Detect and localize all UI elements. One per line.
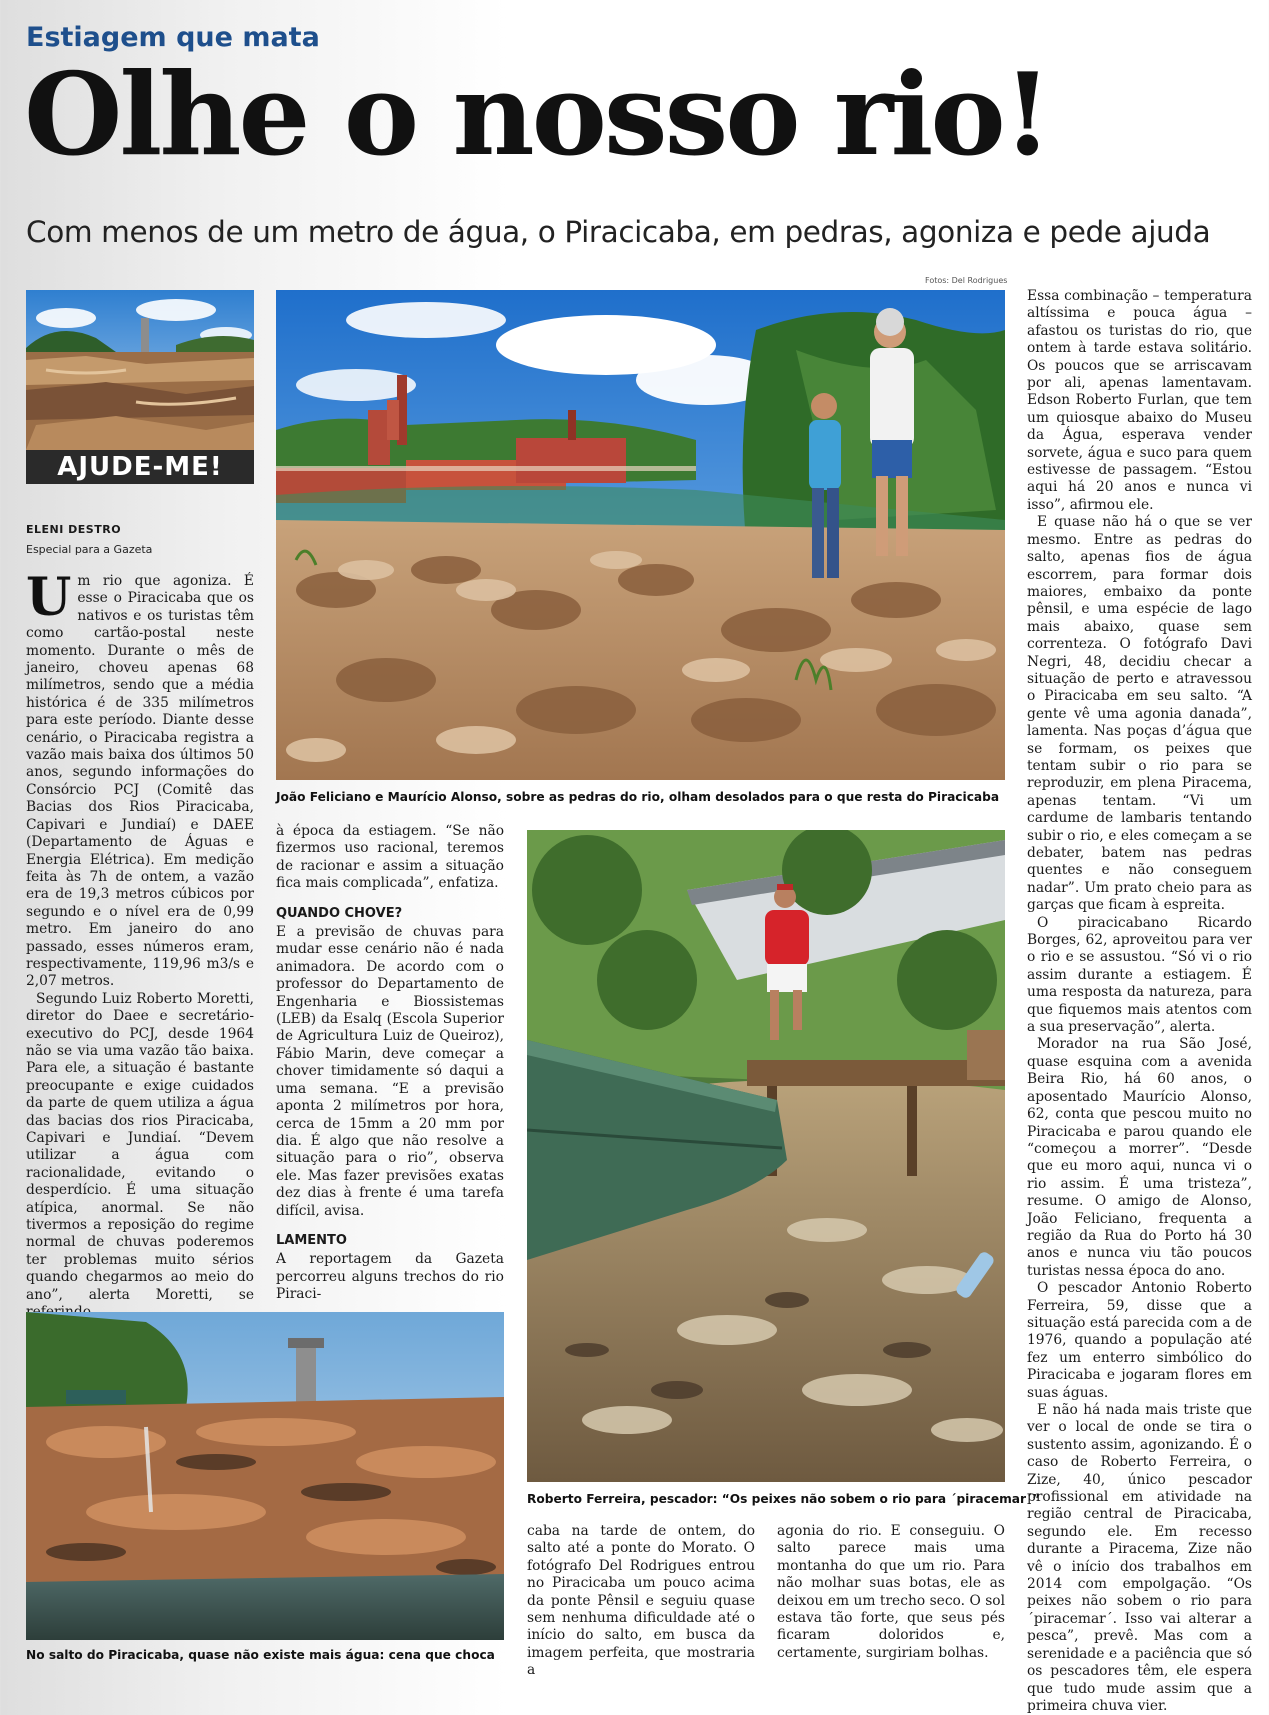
- paragraph: Morador na rua São José, quase esquina com a avenida Beira Rio, há 60 anos, o aposentado Maurício Alonso, 62, conta que pescou muito no Piracicaba e parou quando ele “começou a morrer”. “Desde que eu moro aqui, nunca vi o rio assim. É uma tristeza”, resume. O amigo de Alonso, João Feliciano, frequenta a região da Rua do Porto há 30 anos e nunca viu tão poucos turistas nessa época do ano.: [1027, 1036, 1252, 1279]
- photo-credit: Fotos: Del Rodrigues: [925, 276, 1008, 285]
- headline: Olhe o nosso rio!: [24, 48, 1050, 181]
- paragraph: E a previsão de chuvas para mudar esse cenário não é nada animadora. De acordo com o professor do Departamento de Engenharia e Biossistemas (LEB) da Esalq (Escola Superior de Agricultura Luiz de Queiroz), Fábio Marin, deve começar a chover timidamente só daqui a uma semana. “E a previsão aponta 2 milímetros por hora, cerca de 15mm a 20 mm por dia. É algo que não resolve a situação para o rio”, observa ele. Mas fazer previsões exatas dez dias à frente é uma tarefa difícil, avisa.: [276, 924, 504, 1219]
- paragraph: A reportagem da Gazeta percorreu alguns trechos do rio Piraci-: [276, 1251, 504, 1303]
- paragraph: à época da estiagem. “Se não fizermos uso racional, teremos de racionar e assim a situação fica mais complicada”, enfatiza.: [276, 823, 504, 892]
- caption-boat-photo: Roberto Ferreira, pescador: “Os peixes não sobem o rio para ´piracemar´”: [527, 1492, 1041, 1506]
- paragraph: O piracicabano Ricardo Borges, 62, aproveitou para ver o rio e se assustou. “Só vi o rio assim durante a estiagem. É uma resposta da natureza, para que fiquemos mais atentos com a sua preservação”, alerta.: [1027, 914, 1252, 1036]
- deck-subtitle: Com menos de um metro de água, o Piracicaba, em pedras, agoniza e pede ajuda: [26, 215, 1211, 249]
- paragraph: E não há nada mais triste que ver o local de onde se tira o sustento assim, agonizando. É o caso de Roberto Ferreira, o Zize, 40, único pescador profissional em atividade na região central de Piracicaba, segundo ele. Em recesso durante a Piracema, Zize não vê o início dos trabalhos em 2014 com empolgação. “Os peixes não sobem o rio para ´piracemar´. Isso vai alterar a pesca”, prevê. Mas com a serenidade e a paciência que só os pescadores têm, ele espera que tudo mude assim que a primeira chuva vier.: [1027, 1402, 1252, 1714]
- article-column-1: [26, 567, 254, 1321]
- paragraph: m rio que agoniza. É esse o Piracicaba que os nativos e os turistas têm como cartão-postal neste momento. Durante o mês de janeiro, choveu apenas 68 milímetros, sendo que a média histórica é de 335 milímetros para este período. Diante desse cenário, o Piracicaba registra a vazão mais baixa dos últimos 50 anos, segundo informações do Consórcio PCJ (Comitê das Bacias dos Rios Piracicaba, Capivari e Jundiaí) e DAEE (Departamento de Águas e Energia Elétrica). Em medição feita às 7h de ontem, a vazão era de 19,3 metros cúbicos por segundo e o nível era de 0,99 metro. Em janeiro do ano passado, esses números eram, respectivamente, 119,96 m3/s e 2,07 metros.: [26, 573, 254, 990]
- main-photo: [276, 290, 1005, 780]
- paragraph: agonia do rio. E conseguiu. O salto parece mais uma montanha do que um rio. Para não molhar suas botas, ele as deixou em um trecho seco. O sol estava tão forte, que seus pés ficaram doloridos e, certamente, surgiriam bolhas.: [777, 1523, 1005, 1661]
- byline-role: Especial para a Gazeta: [26, 543, 153, 556]
- falls-photo: [26, 1312, 504, 1640]
- article-column-bottom-1: [527, 1523, 755, 1680]
- paragraph: E quase não há o que se ver mesmo. Entre as pedras do salto, apenas fios de água escorrem, para formar dois maiores, embaixo da ponte pênsil, e uma espécie de lago mais abaixo, quase sem correnteza. O fotógrafo Davi Negri, 48, decidiu checar a situação de perto e atravessou o Piracicaba em seu salto. “A gente vê uma agonia danada”, lamenta. Nas poças d’água que se formam, os peixes que tentam subir o rio para se reproduzir, em plena Piracema, apenas tentam. “Vi um cardume de lambaris tentando subir o rio, e eles começam a se debater, batem nas pedras quentes e não conseguem nadar”. Um prato cheio para as garças que ficam à espreita.: [1027, 514, 1252, 914]
- boat-photo: [527, 830, 1005, 1482]
- drop-cap: U: [26, 567, 72, 628]
- promo-image: [26, 290, 254, 484]
- article-column-4: [1027, 288, 1252, 1715]
- caption-main-photo: João Feliciano e Maurício Alonso, sobre as pedras do rio, olham desolados para o que resta do Piracicaba: [276, 790, 1000, 804]
- paragraph: O pescador Antonio Roberto Ferreira, 59, disse que a situação está parecida com a de 1976, quando a população até fez um enterro simbólico do Piracicaba e jogaram flores em suas águas.: [1027, 1280, 1252, 1401]
- article-column-2: [276, 823, 504, 1304]
- paragraph: caba na tarde de ontem, do salto até a ponte do Morato. O fotógrafo Del Rodrigues entrou no Piracicaba um pouco acima da ponte Pênsil e seguiu quase sem nenhuma dificuldade até o início do salto, em busca da imagem perfeita, que mostraria a: [527, 1523, 755, 1679]
- byline-author: ELENI DESTRO: [26, 523, 122, 536]
- promo-label: AJUDE-ME!: [57, 452, 223, 482]
- paragraph: Essa combinação – temperatura altíssima e pouca água – afastou os turistas do rio, que ontem à tarde estava solitário. Os poucos que se arriscavam por ali, apenas lamentavam. Edson Roberto Furlan, que tem um quiosque abaixo do Museu da Água, esperava vender sorvete, água e suco para quem estivesse de passagem. “Estou aqui há 20 anos e nunca vi isso”, afirmou ele.: [1027, 288, 1252, 513]
- subheading-lamento: LAMENTO: [276, 1232, 347, 1248]
- caption-falls-photo: No salto do Piracicaba, quase não existe mais água: cena que choca: [26, 1648, 495, 1662]
- subheading-quando-chove: QUANDO CHOVE?: [276, 905, 403, 921]
- paragraph: Segundo Luiz Roberto Moretti, diretor do Daee e secretário-executivo do PCJ, desde 1964 não se via uma vazão tão baixa. Para ele, a situação é bastante preocupante e exige cuidados da parte de quem utiliza a água das bacias dos rios Piracicaba, Capivari e Jundiaí. “Devem utilizar a água com racionalidade, evitando o desperdício. É uma situação atípica, anormal. Se não tivermos a reposição do regime normal de chuvas poderemos ter problemas muito sérios quando chegarmos ao meio do ano”, alerta Moretti, se: [26, 990, 254, 1303]
- section-kicker: Estiagem que mata: [26, 22, 320, 53]
- article-column-bottom-2: [777, 1523, 1005, 1662]
